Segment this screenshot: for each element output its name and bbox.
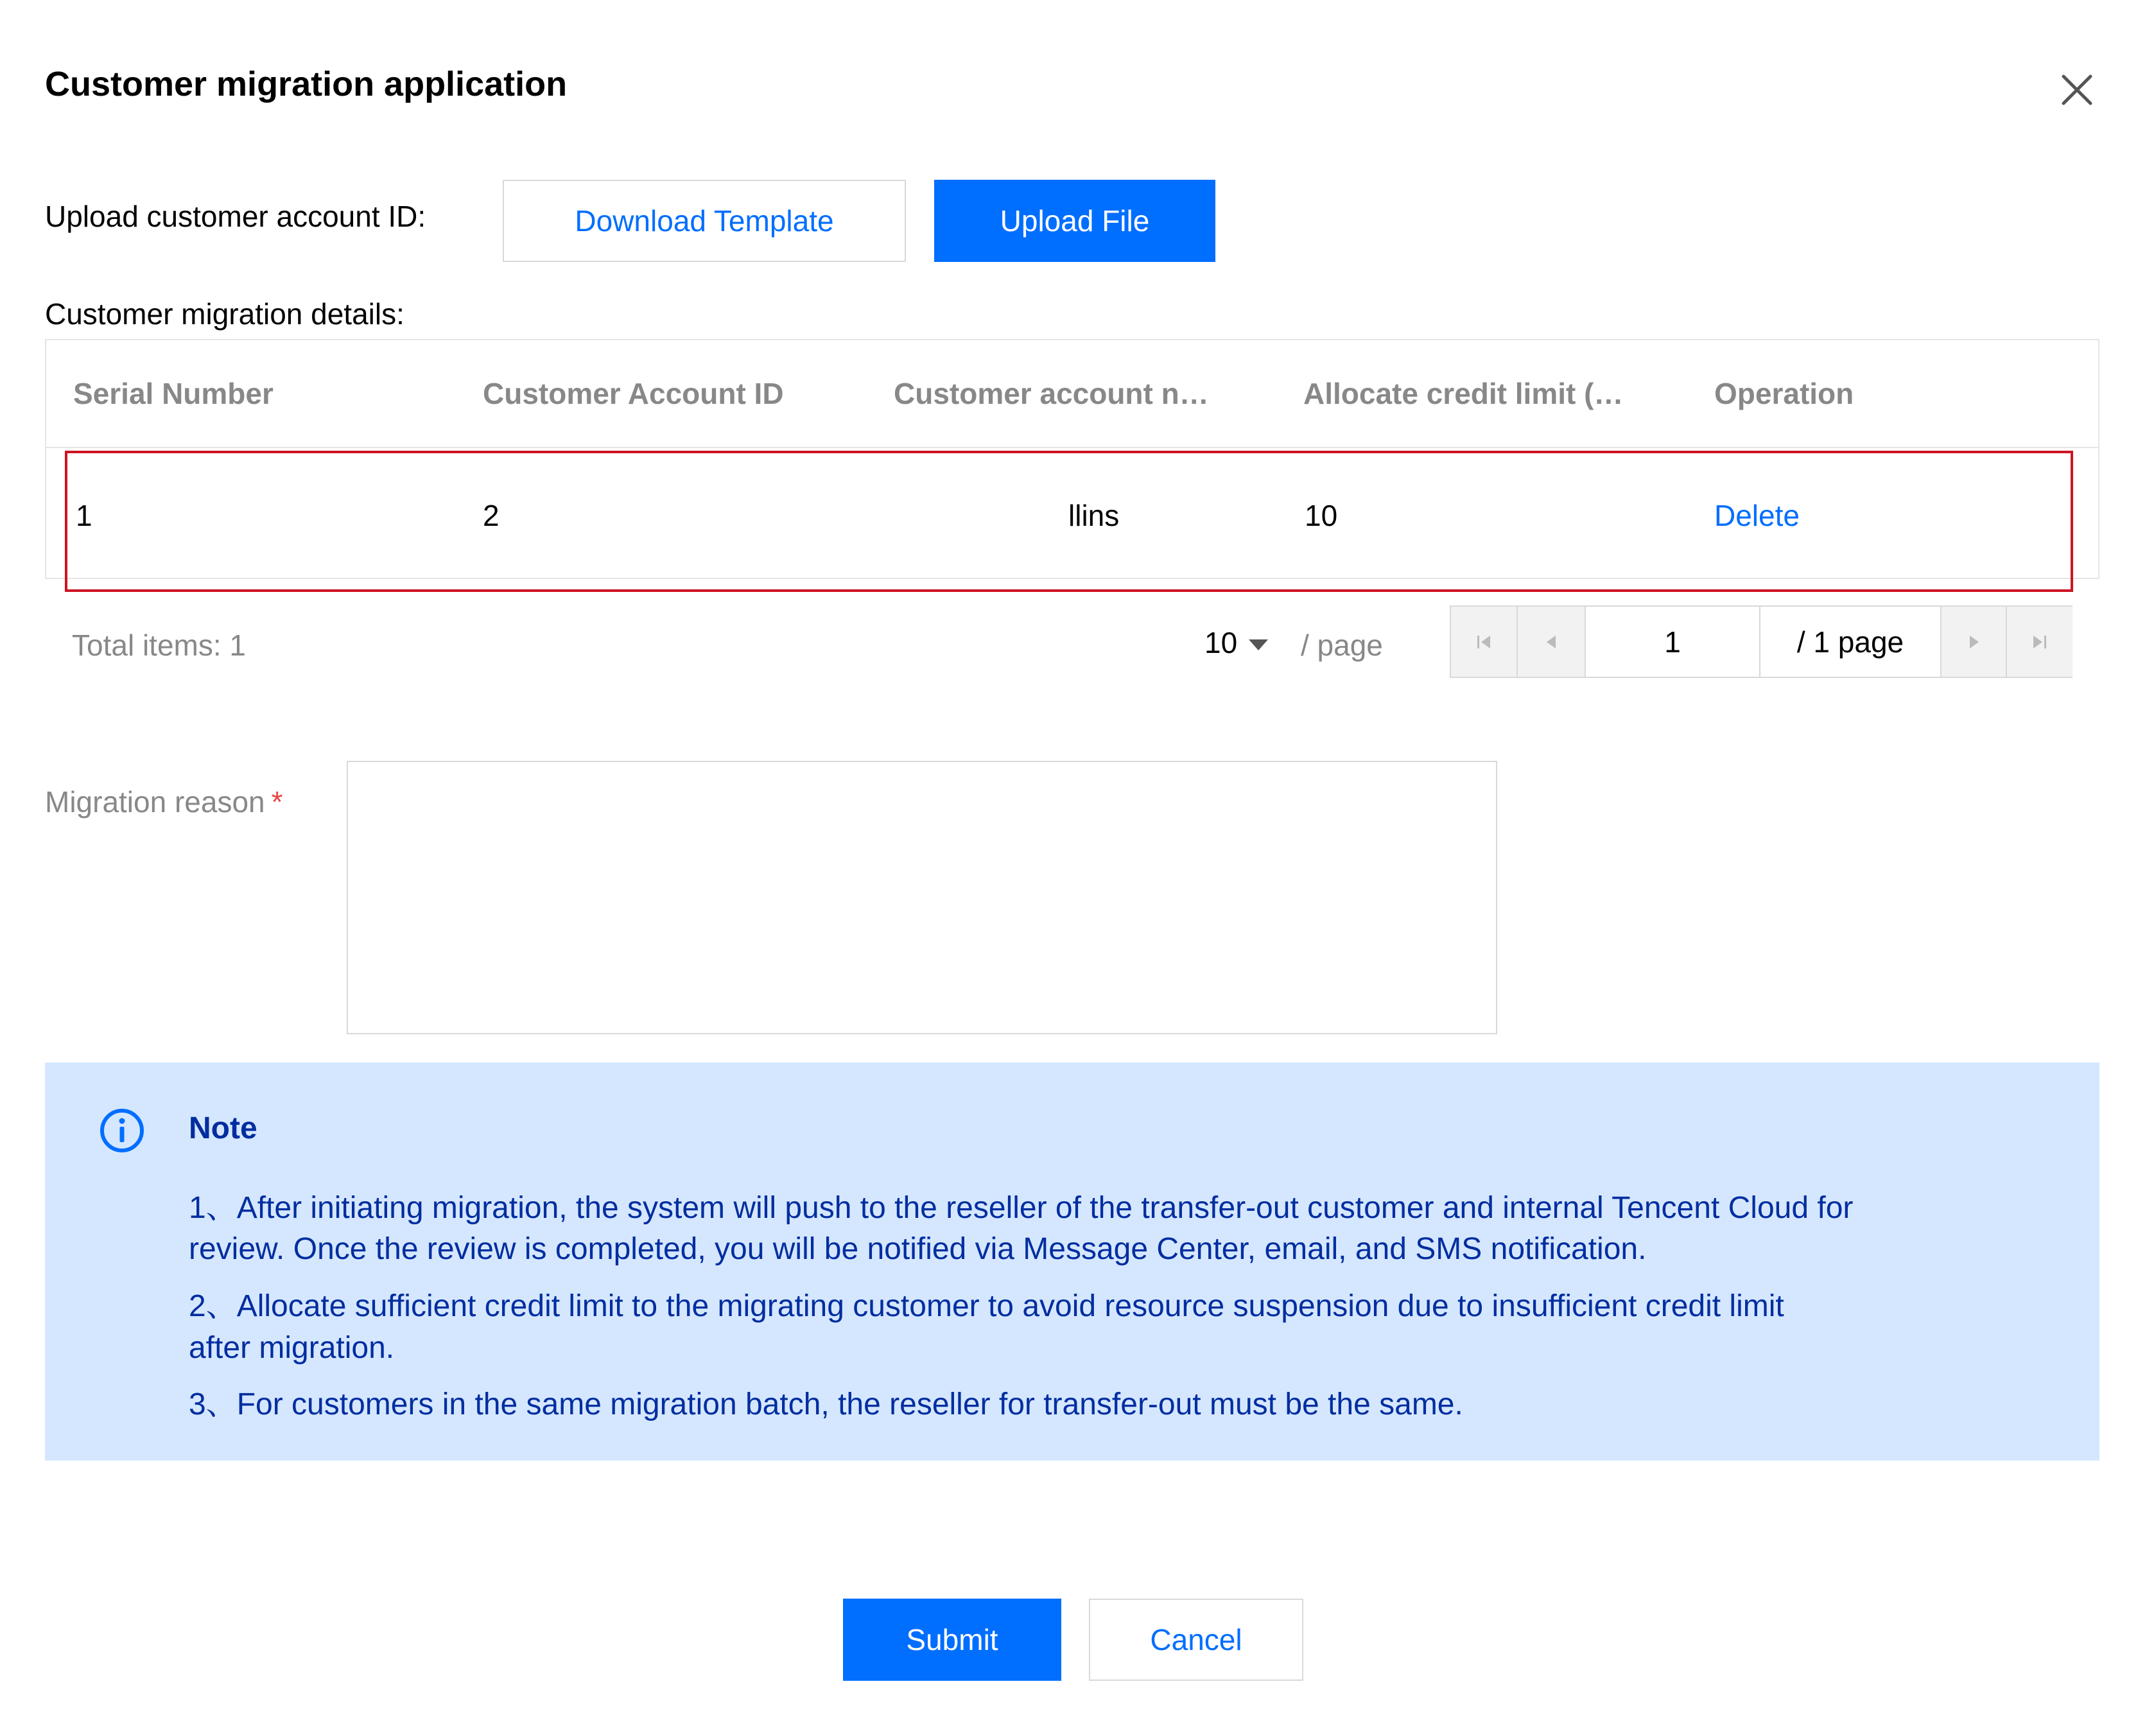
cell-credit-limit: 10 — [1305, 499, 1338, 532]
row-highlight-box — [65, 451, 2073, 592]
delete-link[interactable]: Delete — [1714, 499, 1800, 532]
note-title: Note — [189, 1111, 257, 1145]
cell-customer-account-id: 2 — [483, 499, 500, 532]
required-mark: * — [271, 785, 283, 819]
next-page-icon[interactable] — [1940, 607, 2007, 677]
current-page-input[interactable]: 1 — [1585, 607, 1760, 677]
prev-page-icon[interactable] — [1518, 607, 1585, 677]
pagination-control — [1450, 605, 2073, 678]
column-header-credit-limit[interactable]: Allocate credit limit (… — [1303, 377, 1624, 410]
upload-file-button[interactable]: Upload File — [934, 180, 1215, 262]
info-circle-icon — [99, 1107, 145, 1154]
migration-reason-textarea[interactable] — [347, 761, 1497, 1034]
column-header-customer-account-name[interactable]: Customer account n… — [894, 377, 1209, 410]
cell-serial-number: 1 — [76, 499, 92, 532]
last-page-icon[interactable] — [2006, 607, 2073, 677]
note-line-2: review. Once the review is completed, you will be notified via Message Center, email, and SMS notification. — [189, 1232, 1647, 1266]
cancel-button[interactable]: Cancel — [1089, 1599, 1303, 1681]
download-template-button[interactable]: Download Template — [503, 180, 906, 262]
cell-customer-account-name: llins — [1068, 499, 1120, 532]
submit-button[interactable]: Submit — [843, 1599, 1061, 1681]
column-header-serial-number[interactable]: Serial Number — [73, 377, 274, 410]
page-size-value: 10 — [1204, 626, 1238, 659]
note-line-3: 2、Allocate sufficient credit limit to the migrating customer to avoid resource suspension due to insufficient credit limit — [189, 1289, 1784, 1323]
column-header-operation: Operation — [1714, 377, 1854, 410]
close-icon[interactable] — [2055, 67, 2099, 112]
note-line-5: 3、For customers in the same migration batch, the reseller for transfer-out must be the same. — [189, 1387, 1463, 1421]
note-line-1: 1、After initiating migration, the system will push to the reseller of the transfer-out customer and internal Tencent Cloud for — [189, 1191, 1854, 1225]
upload-account-id-label: Upload customer account ID: — [45, 200, 426, 233]
column-header-customer-account-id[interactable]: Customer Account ID — [483, 377, 784, 410]
page-size-select[interactable] — [1204, 625, 1268, 660]
dialog-title: Customer migration application — [45, 65, 568, 103]
migration-reason-label-text: Migration reason — [45, 785, 265, 819]
total-pages-label: / 1 page — [1796, 625, 1904, 659]
first-page-icon[interactable] — [1451, 607, 1518, 677]
note-line-4: after migration. — [189, 1331, 395, 1365]
migration-reason-label — [45, 785, 283, 819]
migration-details-label: Customer migration details: — [45, 297, 404, 331]
caret-down-icon — [1249, 639, 1268, 650]
total-items-label: Total items: 1 — [72, 629, 246, 662]
per-page-label: / page — [1301, 629, 1383, 662]
